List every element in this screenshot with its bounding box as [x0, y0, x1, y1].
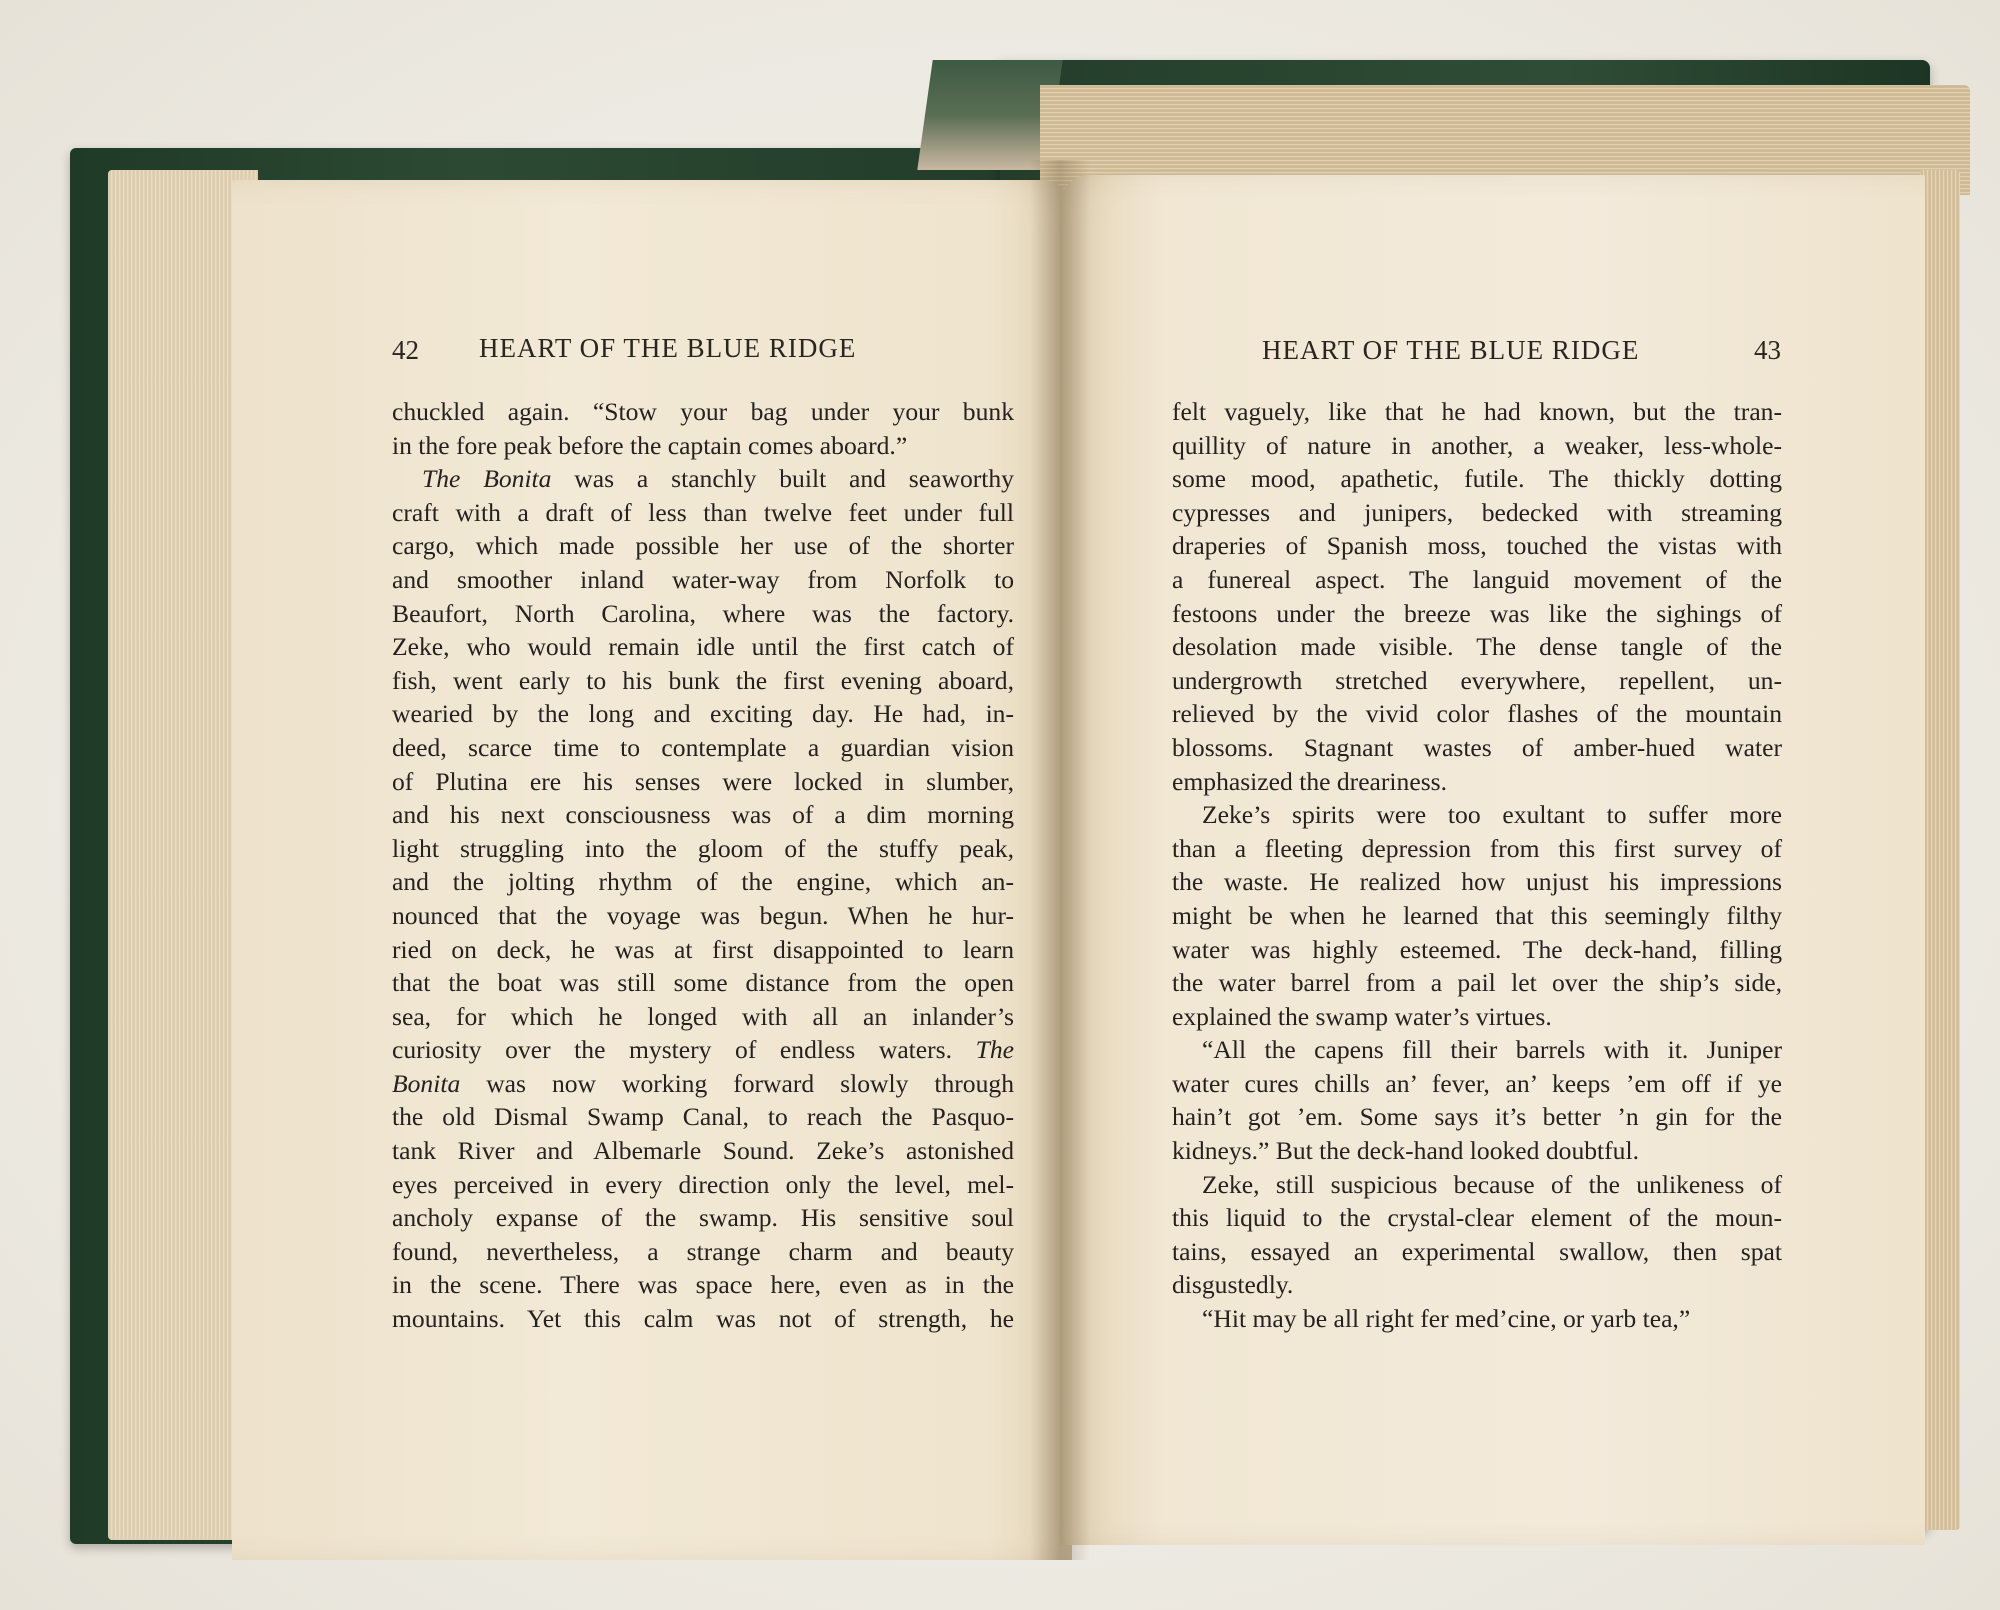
text-line: might be when he learned that this seemingly filthy — [1172, 900, 1782, 930]
text-line: and smoother inland water-way from Norfolk to — [392, 564, 1014, 594]
text-line: hain’t got ’em. Some says it’s better ’n gin for the — [1172, 1102, 1782, 1132]
gutter-shadow — [1030, 160, 1090, 1560]
text-line: nounced that the voyage was begun. When he hur- — [392, 900, 1014, 930]
text-line: found, nevertheless, a strange charm and beauty — [392, 1236, 1014, 1266]
text-line: light struggling into the gloom of the stuffy peak, — [392, 833, 1014, 863]
text-line: Bonita was now working forward slowly through — [392, 1068, 1014, 1098]
text-line: explained the swamp water’s virtues. — [1172, 1001, 1552, 1031]
text-line: relieved by the vivid color flashes of the mountain — [1172, 699, 1782, 729]
text-line: and his next consciousness was of a dim morning — [392, 800, 1014, 830]
text-line: water cures chills an’ fever, an’ keeps ’em off if ye — [1172, 1068, 1782, 1098]
text-line: cargo, which made possible her use of the shorter — [392, 531, 1014, 561]
text-line: emphasized the dreariness. — [1172, 766, 1448, 796]
text-line: eyes perceived in every direction only the level, mel- — [392, 1169, 1014, 1199]
text-line: of Plutina ere his senses were locked in slumber, — [392, 766, 1014, 796]
text-line: sea, for which he longed with all an inlander’s — [392, 1001, 1014, 1031]
text-line: that the boat was still some distance from the open — [392, 968, 1014, 998]
text-line: desolation made visible. The dense tangle of the — [1172, 632, 1782, 662]
text-line: cypresses and junipers, bedecked with streaming — [1172, 497, 1782, 527]
text-line: tains, essayed an experimental swallow, then spat — [1172, 1236, 1782, 1266]
text-line: draperies of Spanish moss, touched the vistas with — [1172, 531, 1782, 561]
text-line: kidneys.” But the deck-hand looked doubtful. — [1172, 1136, 1639, 1166]
text-line: Zeke, still suspicious because of the unlikeness of — [1202, 1169, 1782, 1199]
left-page — [232, 180, 1072, 1560]
text-line: chuckled again. “Stow your bag under your bunk — [392, 397, 1014, 426]
left-page-number: 42 — [392, 335, 419, 365]
text-line: The Bonita was a stanchly built and seaworthy — [422, 464, 1014, 494]
text-line: mountains. Yet this calm was not of strength, he — [392, 1304, 1014, 1334]
text-line: fish, went early to his bunk the first evening aboard, — [392, 665, 1014, 695]
text-line: this liquid to the crystal-clear element of the moun- — [1172, 1203, 1782, 1233]
text-line: deed, scarce time to contemplate a guardian vision — [392, 732, 1014, 762]
text-line: the old Dismal Swamp Canal, to reach the Pasquo- — [392, 1102, 1014, 1132]
text-line: ried on deck, he was at first disappointed to learn — [392, 934, 1014, 964]
text-line: felt vaguely, like that he had known, but the tran- — [1172, 397, 1782, 426]
text-line: Zeke’s spirits were too exultant to suffer more — [1202, 800, 1782, 830]
right-page-number: 43 — [1754, 335, 1781, 365]
right-page-edges — [1920, 170, 1960, 1530]
text-line: a funereal aspect. The languid movement of the — [1172, 564, 1782, 594]
text-line: “All the capens fill their barrels with it. Juniper — [1202, 1035, 1782, 1065]
text-line: curiosity over the mystery of endless waters. The — [392, 1035, 1014, 1065]
text-line: some mood, apathetic, futile. The thickly dotting — [1172, 464, 1782, 494]
text-line: the waste. He realized how unjust his impressions — [1172, 867, 1782, 897]
text-line: in the fore peak before the captain comes aboard.” — [392, 430, 908, 460]
text-line: festoons under the breeze was like the sighings of — [1172, 598, 1782, 628]
text-line: Zeke, who would remain idle until the first catch of — [392, 632, 1014, 662]
left-body-text — [392, 395, 1014, 1336]
text-line: quillity of nature in another, a weaker, less-whole- — [1172, 430, 1782, 460]
text-line: disgustedly. — [1172, 1270, 1294, 1300]
text-line: wearied by the long and exciting day. He had, in- — [392, 699, 1014, 729]
text-line: undergrowth stretched everywhere, repellent, un- — [1172, 665, 1782, 695]
text-line: water was highly esteemed. The deck-hand, filling — [1172, 934, 1782, 964]
text-line: blossoms. Stagnant wastes of amber-hued water — [1172, 732, 1782, 762]
text-line: Beaufort, North Carolina, where was the factory. — [392, 598, 1014, 628]
text-line: ancholy expanse of the swamp. His sensitive soul — [392, 1203, 1014, 1233]
right-page — [1060, 175, 1925, 1545]
text-line: in the scene. There was space here, even as in the — [392, 1270, 1014, 1300]
right-running-head: HEART OF THE BLUE RIDGE — [1262, 335, 1640, 365]
right-body-text — [1172, 395, 1782, 1336]
left-running-head: HEART OF THE BLUE RIDGE — [479, 333, 857, 363]
text-line: the water barrel from a pail let over the ship’s side, — [1172, 968, 1782, 998]
text-line: than a fleeting depression from this first survey of — [1172, 833, 1782, 863]
text-line: tank River and Albemarle Sound. Zeke’s astonished — [392, 1136, 1014, 1166]
text-line: “Hit may be all right fer med’cine, or yarb tea,” — [1202, 1304, 1691, 1334]
text-line: and the jolting rhythm of the engine, which an- — [392, 867, 1014, 897]
text-line: craft with a draft of less than twelve feet under full — [392, 497, 1014, 527]
